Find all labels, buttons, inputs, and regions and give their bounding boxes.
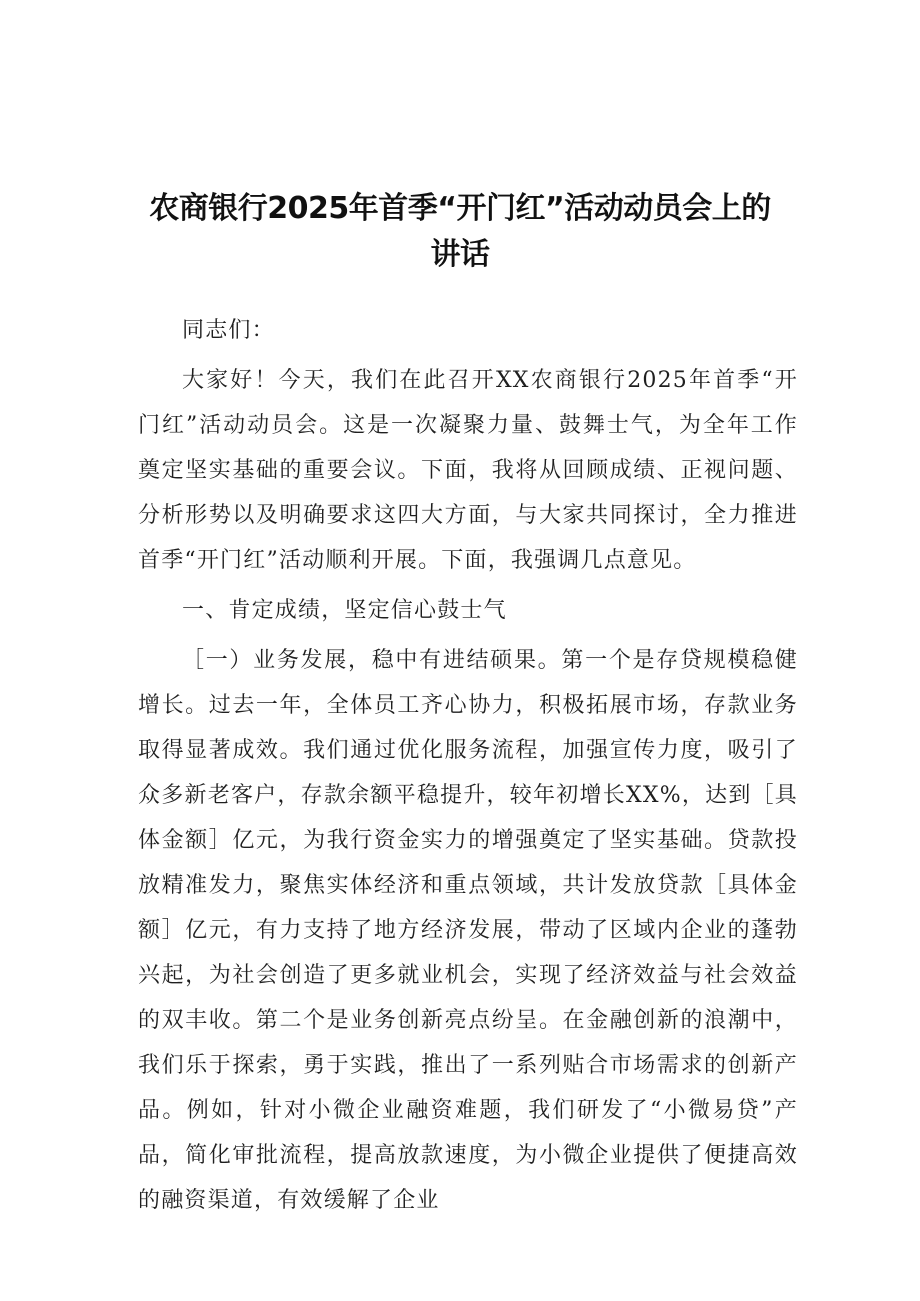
document-body bbox=[138, 308, 798, 1228]
salutation: 同志们： bbox=[182, 318, 275, 343]
section-paragraph: ［一）业务发展，稳中有进结硕果。第一个是存贷规模稳健增长。过去一年，全体员工齐心协力，积极拓展市场，存款业务取得显著成效。我们通过优化服务流程，加强宣传力度，吸引了众多新老客户，存款余额平稳提升，较年初增长XX%，达到［具体金额］亿元，为我行资金实力的增强奠定了坚实基础。贷款投放精准发力，聚焦实体经济和重点领域，共计发放贷款［具体金额］亿元，有力支持了地方经济发展，带动了区域内企业的蓬勃兴起，为社会创造了更多就业机会，实现了经济效益与社会效益的双丰收。第二个是业务创新亮点纷呈。在金融创新的浪潮中，我们乐于探索，勇于实践，推出了一系列贴合市场需求的创新产品。例如，针对小微企业融资难题，我们研发了“小微易贷”产品，简化审批流程，提高放款速度，为小微企业提供了便捷高效的融资渠道，有效缓解了企业 bbox=[138, 648, 798, 1213]
document-title: 农商银行2025年首季“开门红”活动动员会上的讲话 bbox=[149, 191, 771, 272]
opening-paragraph: 大家好！今天，我们在此召开XX农商银行2025年首季“开门红”活动动员会。这是一次凝聚力量、鼓舞士气，为全年工作奠定坚实基础的重要会议。下面，我将从回顾成绩、正视问题、分析形势以及明确要求这四大方面，与大家共同探讨，全力推进首季“开门红”活动顺利开展。下面，我强调几点意见。 bbox=[138, 368, 798, 573]
section-heading: 一、肯定成绩，坚定信心鼓士气 bbox=[182, 598, 507, 623]
